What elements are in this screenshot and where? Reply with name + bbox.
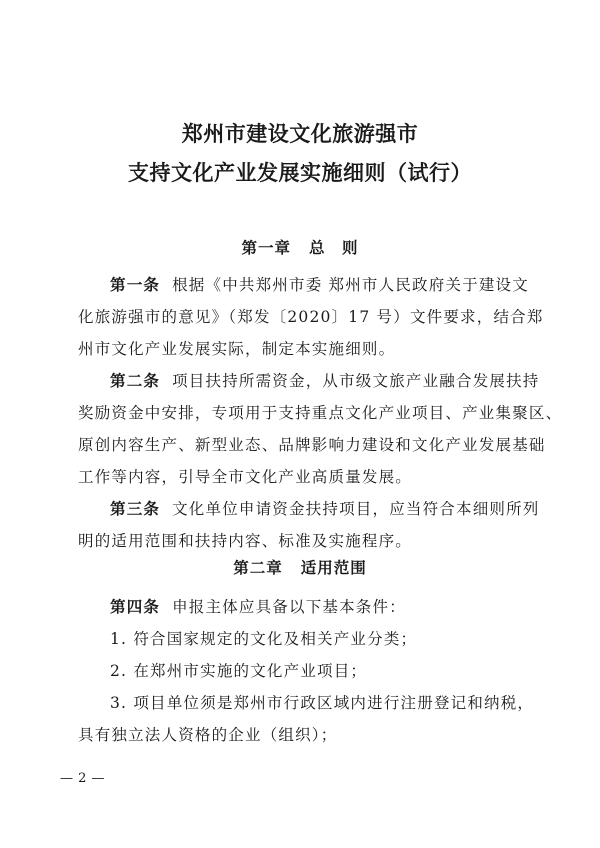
article-1-line-1 [110, 275, 528, 295]
chapter-1-number: 第一章 [241, 239, 291, 257]
article-4-item-3-line-1: 3. 项目单位须是郑州市行政区域内进行注册登记和纳税， [110, 694, 535, 712]
article-3-line-2: 明的适用范围和扶持内容、标准及实施程序。 [78, 532, 413, 550]
page-number: — 2 — [60, 771, 106, 786]
article-4-item-3-line-2: 具有独立法人资格的企业（组织）； [78, 726, 338, 744]
article-3-label: 第三条 [110, 500, 161, 518]
article-2-text-1: 项目扶持所需资金，从市级文旅产业融合发展扶持 [172, 372, 540, 390]
document-title-line-2: 支持文化产业发展实施细则（试行） [128, 161, 472, 185]
article-4-label: 第四条 [110, 598, 161, 616]
chapter-2-title: 适用范围 [300, 559, 367, 577]
article-4-text-1: 申报主体应具备以下基本条件： [172, 598, 406, 616]
article-2-line-1 [110, 371, 540, 391]
chapter-1-title: 总 则 [309, 239, 359, 257]
article-1-line-3: 州市文化产业发展实际，制定本实施细则。 [78, 340, 396, 358]
document-title-line-1: 郑州市建设文化旅游强市 [181, 122, 419, 146]
article-2-label: 第二条 [110, 372, 161, 390]
article-1-line-2: 化旅游强市的意见》（郑发〔2020〕17 号）文件要求，结合郑 [78, 308, 544, 326]
article-1-text-1: 根据《中共郑州市委 郑州市人民政府关于建设文 [172, 276, 529, 294]
article-3-line-1 [110, 499, 540, 519]
chapter-2-heading [0, 556, 600, 578]
article-4-item-2: 2. 在郑州市实施的文化产业项目； [110, 662, 368, 680]
chapter-1-heading [0, 236, 600, 258]
article-3-text-1: 文化单位申请资金扶持项目，应当符合本细则所列 [172, 500, 540, 518]
article-1-label: 第一条 [110, 276, 161, 294]
article-2-line-2: 奖励资金中安排，专项用于支持重点文化产业项目、产业集聚区、 [78, 404, 563, 422]
article-2-line-3: 原创内容生产、新型业态、品牌影响力建设和文化产业发展基础 [78, 436, 546, 454]
article-2-line-4: 工作等内容，引导全市文化产业高质量发展。 [78, 468, 413, 486]
article-4-item-1: 1. 符合国家规定的文化及相关产业分类； [110, 630, 418, 648]
article-4-line-1 [110, 597, 528, 617]
chapter-2-number: 第二章 [233, 559, 283, 577]
